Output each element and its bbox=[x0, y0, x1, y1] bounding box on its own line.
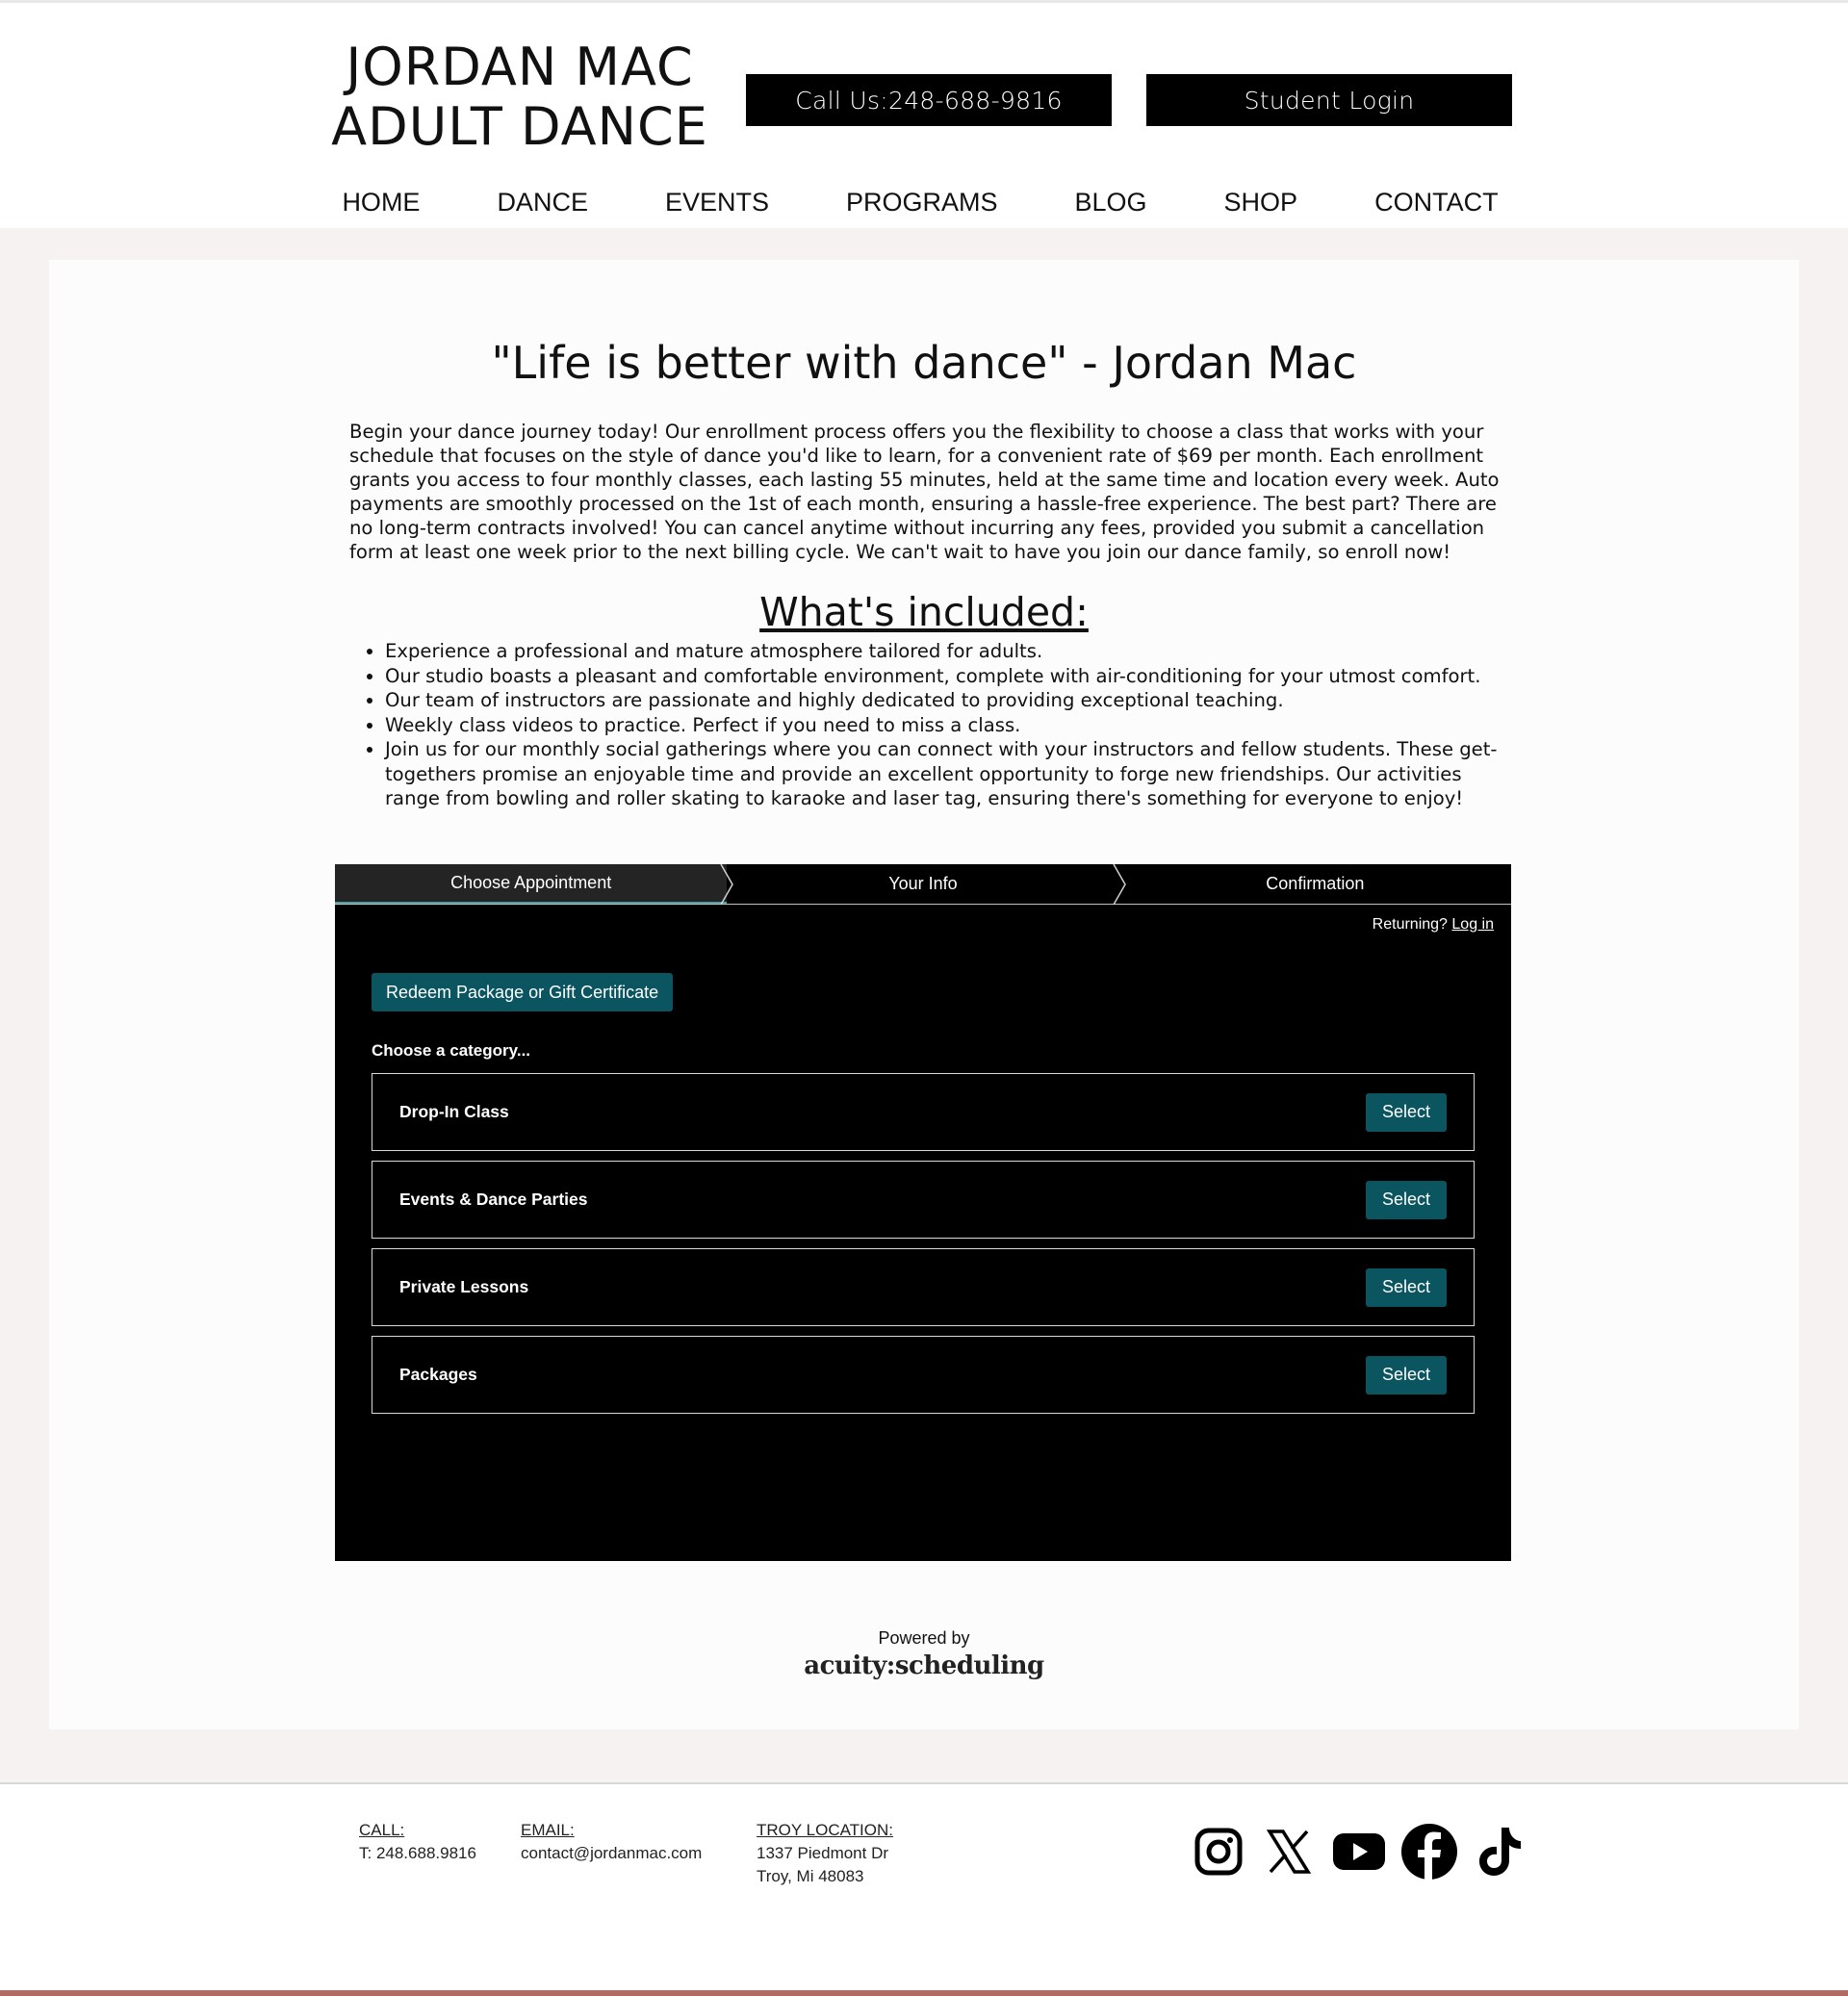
login-link[interactable]: Log in bbox=[1451, 916, 1494, 933]
student-login-button[interactable]: Student Login bbox=[1146, 74, 1512, 126]
category-row-drop-in[interactable] bbox=[372, 1073, 1475, 1151]
chevron-right-icon bbox=[719, 864, 734, 905]
category-label: Drop-In Class bbox=[399, 1102, 509, 1121]
chevron-right-icon bbox=[1112, 864, 1127, 905]
category-label: Events & Dance Parties bbox=[399, 1190, 588, 1209]
call-number[interactable]: T: 248.688.9816 bbox=[359, 1844, 476, 1862]
scheduling-widget bbox=[335, 864, 1511, 1561]
select-button[interactable]: Select bbox=[1366, 1181, 1447, 1219]
select-button[interactable]: Select bbox=[1366, 1356, 1447, 1395]
category-prompt: Choose a category... bbox=[372, 1041, 531, 1060]
email-address[interactable]: contact@jordanmac.com bbox=[521, 1844, 703, 1862]
list-item: • Experience a professional and mature atmosphere tailored for adults. bbox=[385, 639, 1521, 664]
call-heading: CALL: bbox=[359, 1821, 405, 1839]
bottom-border bbox=[0, 1990, 1848, 1996]
category-label: Private Lessons bbox=[399, 1277, 529, 1296]
footer-call bbox=[359, 1819, 476, 1865]
step-progress bbox=[335, 864, 1511, 905]
youtube-icon[interactable] bbox=[1330, 1823, 1388, 1881]
social-links bbox=[1190, 1823, 1541, 1881]
step-your-info[interactable] bbox=[727, 864, 1118, 904]
intro-paragraph: Begin your dance journey today! Our enrollment process offers you the flexibility to choose a class that works with your schedule that focuses on the style of dance you'd like to learn, for a convenient rate of $69 per month. Each enrollment grants you access to four monthly classes, each lasting 55 minutes, held at the same time and location every week. Auto payments are smoothly processed on the 1st of each month, ensuring a hassle-free experience. The best part? There are no long-term contracts involved! You can cancel anytime without incurring any fees, provided you submit a cancellation form at least one week prior to the next billing cycle. We can't wait to have you join our dance family, so enroll now! bbox=[349, 421, 1500, 563]
call-us-button[interactable]: Call Us:248-688-9816 bbox=[746, 74, 1112, 126]
category-row-packages[interactable] bbox=[372, 1336, 1475, 1414]
returning-label: Returning? bbox=[1372, 916, 1448, 933]
select-button[interactable]: Select bbox=[1366, 1093, 1447, 1132]
returning-login bbox=[1373, 916, 1494, 934]
category-label: Packages bbox=[399, 1365, 477, 1384]
included-heading: What's included: bbox=[759, 589, 1089, 635]
footer-email bbox=[521, 1819, 702, 1865]
site-logo[interactable] bbox=[327, 38, 712, 157]
included-list bbox=[366, 639, 1521, 811]
list-item: • Join us for our monthly social gatherings where you can connect with your instructors and fellow students. These get-togethers promise an enjoyable time and provide an excellent opportunity to forge new friendships. Our activities range from bowling and roller skating to karaoke and laser tag, ensuring there's something for everyone to enjoy! bbox=[385, 737, 1521, 811]
list-item: • Weekly class videos to practice. Perfect if you need to miss a class. bbox=[385, 713, 1521, 738]
step-choose-appointment[interactable] bbox=[335, 864, 727, 904]
tiktok-icon[interactable] bbox=[1471, 1823, 1528, 1881]
page-quote: "Life is better with dance" - Jordan Mac bbox=[491, 337, 1357, 389]
category-row-private-lessons[interactable] bbox=[372, 1248, 1475, 1326]
location-line-2: Troy, Mi 48083 bbox=[757, 1867, 864, 1885]
nav-home[interactable]: HOME bbox=[342, 187, 421, 217]
nav-dance[interactable]: DANCE bbox=[497, 187, 588, 217]
nav-events[interactable]: EVENTS bbox=[664, 187, 769, 217]
site-footer bbox=[0, 1782, 1848, 1996]
list-item: • Our team of instructors are passionate and highly dedicated to providing exceptional teaching. bbox=[385, 688, 1521, 713]
logo-line-2: ADULT DANCE bbox=[331, 96, 708, 157]
site-header bbox=[0, 0, 1848, 228]
step-label: Choose Appointment bbox=[450, 873, 612, 892]
instagram-icon[interactable] bbox=[1190, 1823, 1247, 1881]
nav-contact[interactable]: CONTACT bbox=[1374, 187, 1499, 217]
step-label: Your Info bbox=[888, 874, 958, 893]
location-heading: TROY LOCATION: bbox=[757, 1821, 894, 1839]
nav-programs[interactable]: PROGRAMS bbox=[845, 187, 998, 217]
email-heading: EMAIL: bbox=[521, 1821, 575, 1839]
list-item: • Our studio boasts a pleasant and comfortable environment, complete with air-conditioning for your utmost comfort. bbox=[385, 664, 1521, 689]
logo-line-1: JORDAN MAC bbox=[346, 37, 694, 97]
select-button[interactable]: Select bbox=[1366, 1268, 1447, 1307]
x-icon[interactable] bbox=[1260, 1823, 1318, 1881]
acuity-logo[interactable]: acuity:scheduling bbox=[804, 1651, 1044, 1680]
redeem-button[interactable]: Redeem Package or Gift Certificate bbox=[372, 973, 673, 1011]
step-label: Confirmation bbox=[1266, 874, 1365, 893]
location-line-1: 1337 Piedmont Dr bbox=[757, 1844, 889, 1862]
nav-shop[interactable]: SHOP bbox=[1223, 187, 1298, 217]
main-nav bbox=[333, 182, 1507, 222]
powered-by-label: Powered by bbox=[878, 1628, 970, 1648]
facebook-icon[interactable] bbox=[1400, 1823, 1458, 1881]
nav-blog[interactable]: BLOG bbox=[1074, 187, 1147, 217]
category-row-events[interactable] bbox=[372, 1161, 1475, 1239]
step-confirmation[interactable] bbox=[1119, 864, 1511, 904]
footer-location bbox=[757, 1819, 893, 1888]
